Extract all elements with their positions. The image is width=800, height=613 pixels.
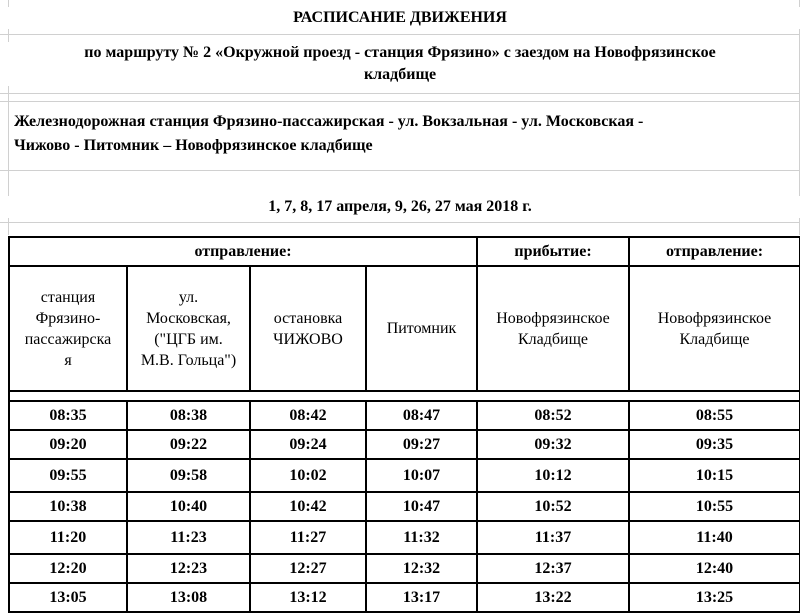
time-cell: 08:55 [629, 401, 800, 430]
table-row [9, 492, 800, 521]
table-row [9, 521, 800, 554]
time-cell: 11:23 [127, 521, 250, 554]
time-cell: 10:12 [477, 459, 629, 492]
time-cell: 10:40 [127, 492, 250, 521]
time-cell: 12:32 [366, 554, 477, 583]
schedule-title: РАСПИСАНИЕ ДВИЖЕНИЯ [0, 7, 800, 29]
time-cell: 13:17 [366, 583, 477, 612]
time-cell: 08:52 [477, 401, 629, 430]
time-cell: 10:02 [250, 459, 366, 492]
schedule-dates: 1, 7, 8, 17 апреля, 9, 26, 27 мая 2018 г. [0, 196, 800, 218]
time-cell: 10:52 [477, 492, 629, 521]
time-cell: 13:05 [9, 583, 127, 612]
time-cell: 13:25 [629, 583, 800, 612]
time-cell: 09:24 [250, 430, 366, 459]
time-cell: 09:58 [127, 459, 250, 492]
stop-header: Новофрязинское Кладбище [477, 266, 629, 391]
table-row [9, 554, 800, 583]
time-cell: 12:23 [127, 554, 250, 583]
group-header-row [9, 237, 800, 266]
stop-header: ул. Московская, ("ЦГБ им. М.В. Гольца") [127, 266, 250, 391]
table-row [9, 430, 800, 459]
stop-header: станция Фрязино- пассажирска я [9, 266, 127, 391]
time-cell: 10:07 [366, 459, 477, 492]
group-arrival: прибытие: [477, 237, 629, 266]
time-cell: 10:55 [629, 492, 800, 521]
stop-header: Питомник [366, 266, 477, 391]
stop-header: остановка ЧИЖОВО [250, 266, 366, 391]
time-cell: 09:22 [127, 430, 250, 459]
time-cell: 10:47 [366, 492, 477, 521]
time-cell: 08:47 [366, 401, 477, 430]
stops-description [14, 110, 794, 158]
time-cell: 12:37 [477, 554, 629, 583]
time-cell: 10:38 [9, 492, 127, 521]
time-cell: 13:08 [127, 583, 250, 612]
route-heading [8, 42, 792, 86]
time-cell: 11:40 [629, 521, 800, 554]
time-cell: 12:40 [629, 554, 800, 583]
time-cell: 11:27 [250, 521, 366, 554]
time-cell: 09:55 [9, 459, 127, 492]
time-cell: 11:20 [9, 521, 127, 554]
stop-header-row [9, 266, 800, 391]
time-cell: 08:38 [127, 401, 250, 430]
stops-line-1: Железнодорожная станция Фрязино-пассажирская - ул. Вокзальная - ул. Московская - [14, 113, 644, 130]
time-cell: 12:20 [9, 554, 127, 583]
spacer-row [9, 391, 800, 401]
time-cell: 09:35 [629, 430, 800, 459]
route-line-2: кладбище [363, 66, 437, 83]
table-row [9, 459, 800, 492]
stops-line-2: Чижово - Питомник – Новофрязинское кладбище [14, 137, 373, 154]
stop-header: Новофрязинское Кладбище [629, 266, 800, 391]
route-line-1: по маршруту № 2 «Окружной проезд - станция Фрязино» с заездом на Новофрязинское [84, 44, 716, 61]
time-cell: 10:42 [250, 492, 366, 521]
group-departure: отправление: [9, 237, 477, 266]
time-cell: 10:15 [629, 459, 800, 492]
time-cell: 13:22 [477, 583, 629, 612]
time-cell: 11:37 [477, 521, 629, 554]
time-cell: 11:32 [366, 521, 477, 554]
group-departure-2: отправление: [629, 237, 800, 266]
time-cell: 09:32 [477, 430, 629, 459]
schedule-table [8, 236, 800, 613]
time-cell: 08:42 [250, 401, 366, 430]
time-cell: 09:27 [366, 430, 477, 459]
time-cell: 13:12 [250, 583, 366, 612]
time-cell: 12:27 [250, 554, 366, 583]
time-cell: 09:20 [9, 430, 127, 459]
table-row [9, 401, 800, 430]
time-cell: 08:35 [9, 401, 127, 430]
